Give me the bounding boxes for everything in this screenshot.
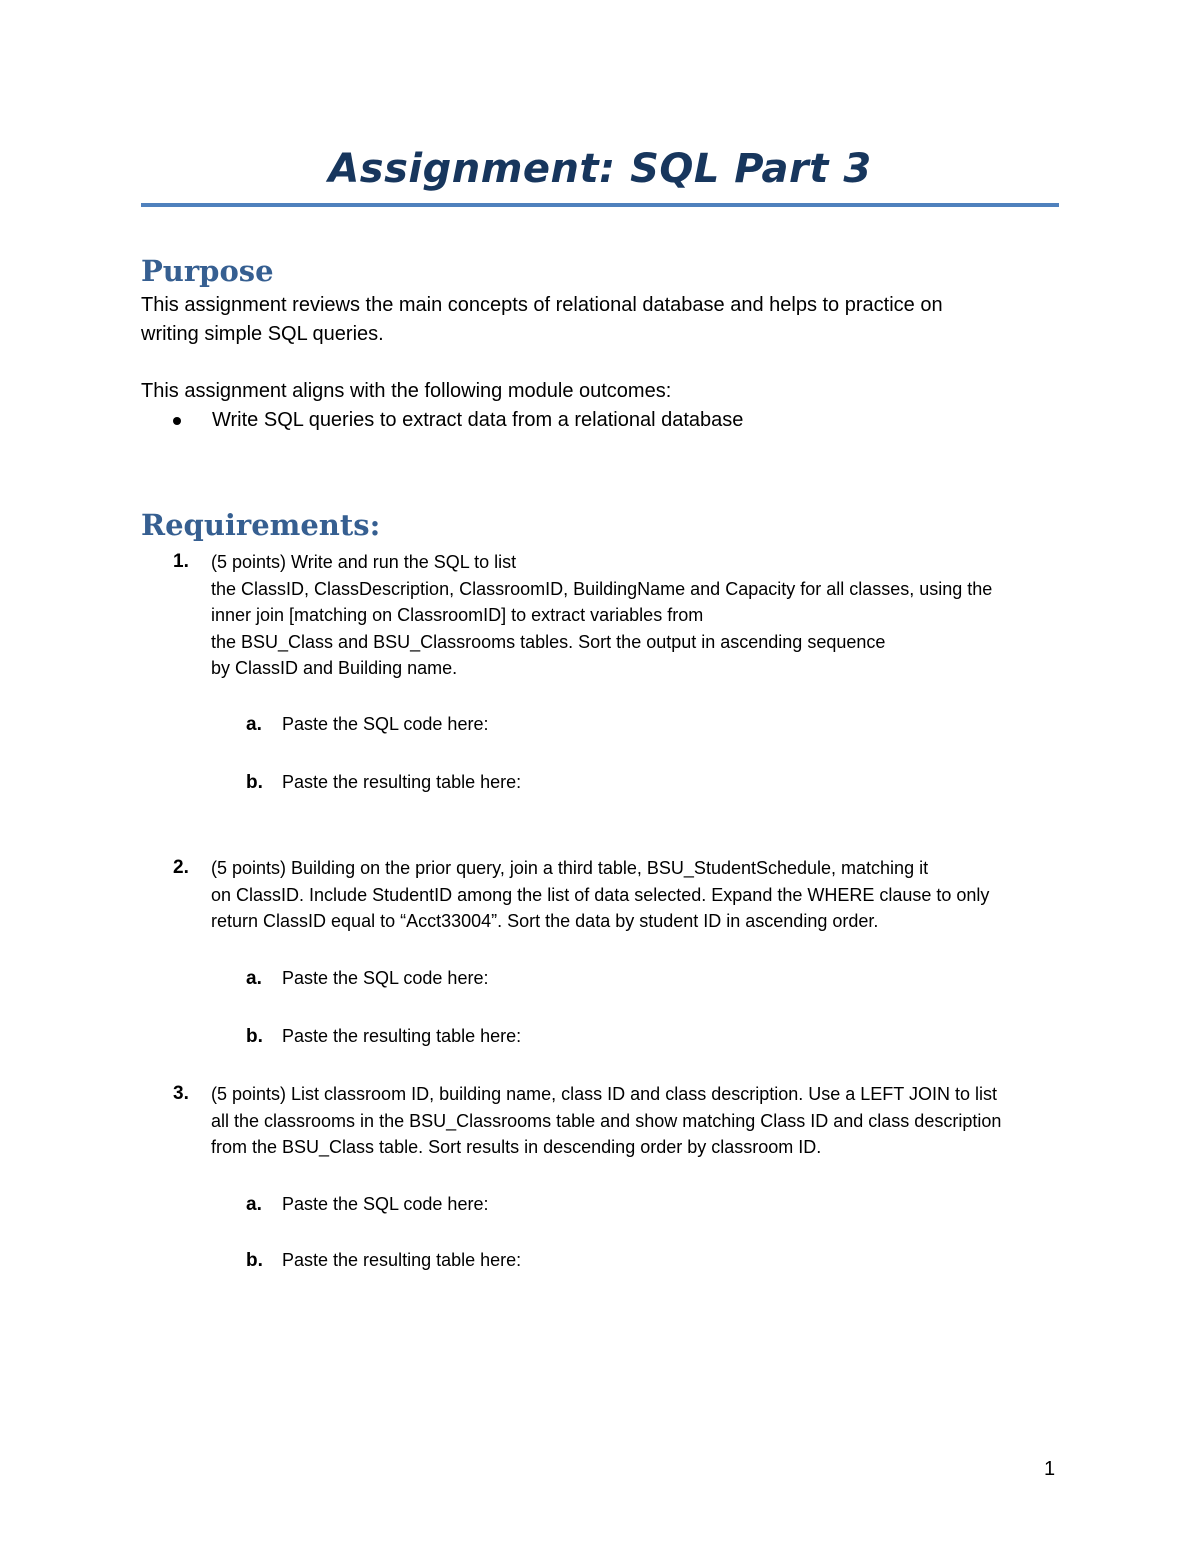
- sub-item-letter: a.: [246, 714, 262, 735]
- purpose-line: This assignment reviews the main concepts of relational database and helps to practice on: [141, 294, 943, 316]
- requirement-line: (5 points) List classroom ID, building name, class ID and class description. Use a LEFT JOIN to list: [211, 1084, 997, 1104]
- requirement-text: [211, 1081, 1081, 1161]
- requirement-line: inner join [matching on ClassroomID] to extract variables from: [211, 605, 704, 625]
- sub-item-text: Paste the resulting table here:: [282, 772, 522, 792]
- sub-item-text: Paste the resulting table here:: [282, 1026, 522, 1046]
- requirement-number: 2.: [173, 857, 189, 878]
- page-title: Assignment: SQL Part 3: [328, 146, 872, 192]
- sub-item-sql-code: [246, 1191, 488, 1218]
- requirement-line: (5 points) Building on the prior query, join a third table, BSU_StudentSchedule, matching it: [211, 858, 929, 878]
- requirement-line: all the classrooms in the BSU_Classrooms table and show matching Class ID and class description: [211, 1110, 1002, 1131]
- bullet-icon: [173, 417, 181, 425]
- requirement-line: the BSU_Class and BSU_Classrooms tables. Sort the output in ascending sequence: [211, 631, 886, 652]
- sub-item-text: Paste the SQL code here:: [282, 714, 489, 734]
- sub-item-sql-code: [246, 711, 488, 738]
- sub-item-letter: b.: [246, 1250, 263, 1271]
- sub-item-letter: a.: [246, 968, 262, 989]
- requirement-line: the ClassID, ClassDescription, ClassroomID, BuildingName and Capacity for all classes, using the: [211, 578, 993, 599]
- sub-item-result-table: [246, 1023, 521, 1050]
- outcomes-intro: This assignment aligns with the following module outcomes:: [141, 380, 672, 402]
- requirement-line: by ClassID and Building name.: [211, 658, 458, 678]
- sub-item-sql-code: [246, 965, 488, 992]
- sub-item-text: Paste the SQL code here:: [282, 1194, 489, 1214]
- sub-item-result-table: [246, 769, 521, 796]
- sub-item-result-table: [246, 1247, 521, 1274]
- sub-item-letter: b.: [246, 772, 263, 793]
- outcome-text: Write SQL queries to extract data from a relational database: [212, 409, 744, 431]
- requirement-line: on ClassID. Include StudentID among the list of data selected. Expand the WHERE clause to only: [211, 884, 990, 905]
- requirement-text: [211, 549, 1081, 682]
- requirement-number: 3.: [173, 1083, 189, 1104]
- requirement-number: 1.: [173, 551, 189, 572]
- sub-item-text: Paste the resulting table here:: [282, 1250, 522, 1270]
- purpose-line: writing simple SQL queries.: [141, 323, 384, 345]
- sub-item-text: Paste the SQL code here:: [282, 968, 489, 988]
- requirement-text: [211, 855, 1081, 935]
- purpose-paragraph: [141, 291, 1041, 349]
- requirement-line: (5 points) Write and run the SQL to list: [211, 552, 517, 572]
- sub-item-letter: a.: [246, 1194, 262, 1215]
- page-number: 1: [1044, 1458, 1056, 1480]
- requirements-heading: Requirements:: [141, 508, 381, 542]
- title-underline: [141, 203, 1059, 207]
- purpose-heading: Purpose: [141, 254, 274, 288]
- requirement-line: from the BSU_Class table. Sort results in descending order by classroom ID.: [211, 1137, 822, 1157]
- requirement-line: return ClassID equal to “Acct33004”. Sort the data by student ID in ascending order.: [211, 911, 879, 931]
- sub-item-letter: b.: [246, 1026, 263, 1047]
